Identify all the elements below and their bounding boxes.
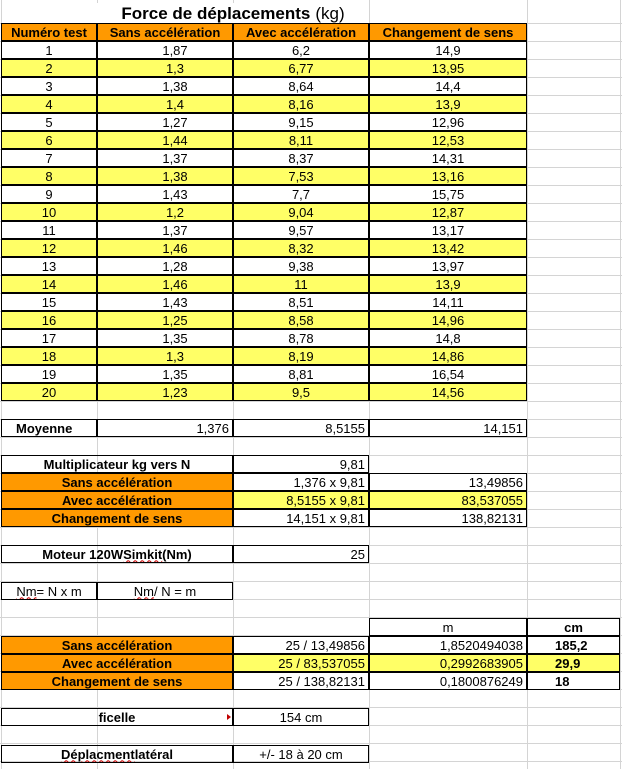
gridline [0,743,622,744]
table-cell[interactable]: 14,8 [369,329,527,347]
table-cell[interactable]: 14,86 [369,347,527,365]
table-cell[interactable]: 12 [1,239,97,257]
table-cell[interactable]: 14 [1,275,97,293]
result-formula[interactable]: 25 / 138,82131 [233,672,369,690]
table-cell[interactable]: 6,2 [233,41,369,59]
formula-m-b: / N = m [153,583,197,599]
ficelle-label[interactable]: ficelle [1,708,233,726]
table-cell[interactable]: 12,96 [369,113,527,131]
table-cell[interactable]: 8,32 [233,239,369,257]
table-cell[interactable]: 13,17 [369,221,527,239]
result-cm[interactable]: 18 [527,672,620,690]
table-cell[interactable]: 9,38 [233,257,369,275]
table-cell[interactable]: 1,3 [97,347,233,365]
table-cell[interactable]: 8,19 [233,347,369,365]
table-cell[interactable]: 9,5 [233,383,369,401]
moyenne-sans[interactable]: 1,376 [97,419,233,437]
formula-m[interactable] [97,582,233,600]
deplacement-label-b: latéral [134,746,173,762]
moteur-label-b: Simkit [123,546,163,562]
table-cell[interactable]: 7,53 [233,167,369,185]
table-cell[interactable]: 13,9 [369,275,527,293]
column-header[interactable]: Avec accélération [233,23,369,41]
table-cell[interactable]: 1,23 [97,383,233,401]
table-cell[interactable]: 1,46 [97,275,233,293]
table-cell[interactable]: 8,58 [233,311,369,329]
column-header[interactable]: Changement de sens [369,23,527,41]
table-cell[interactable]: 1,3 [97,59,233,77]
table-cell[interactable]: 15,75 [369,185,527,203]
column-header[interactable]: Numéro test [1,23,97,41]
table-cell[interactable]: 1,2 [97,203,233,221]
table-cell[interactable]: 8,11 [233,131,369,149]
result-cm[interactable]: 185,2 [527,636,620,654]
table-cell[interactable]: 14,11 [369,293,527,311]
table-cell[interactable]: 1,46 [97,239,233,257]
table-cell[interactable]: 12,87 [369,203,527,221]
formula-nm[interactable] [1,582,97,600]
conversion-formula[interactable]: 8,5155 x 9,81 [233,491,369,509]
table-cell[interactable]: 9,04 [233,203,369,221]
table-cell[interactable]: 12,53 [369,131,527,149]
result-cm[interactable]: 29,9 [527,654,620,672]
table-cell[interactable]: 13,16 [369,167,527,185]
conversion-result[interactable]: 138,82131 [369,509,527,527]
result-label[interactable]: Changement de sens [1,672,233,690]
table-cell[interactable]: 7,7 [233,185,369,203]
column-header[interactable]: Sans accélération [97,23,233,41]
conversion-label[interactable]: Avec accélération [1,491,233,509]
moyenne-changement[interactable]: 14,151 [369,419,527,437]
table-cell[interactable]: 1,28 [97,257,233,275]
table-cell[interactable]: 14,96 [369,311,527,329]
table-cell[interactable]: 1,38 [97,167,233,185]
results-header-m[interactable]: m [369,618,527,636]
result-formula[interactable]: 25 / 13,49856 [233,636,369,654]
conversion-formula[interactable]: 1,376 x 9,81 [233,473,369,491]
comment-indicator-icon[interactable] [227,714,231,720]
table-cell[interactable]: 8 [1,167,97,185]
table-cell[interactable]: 1,43 [97,293,233,311]
table-cell[interactable]: 1,35 [97,329,233,347]
table-cell[interactable]: 8,64 [233,77,369,95]
table-cell[interactable]: 9 [1,185,97,203]
result-m[interactable]: 0,1800876249 [369,672,527,690]
table-cell[interactable]: 11 [1,221,97,239]
table-cell[interactable]: 1,27 [97,113,233,131]
table-cell[interactable]: 5 [1,113,97,131]
table-cell[interactable]: 13 [1,257,97,275]
table-cell[interactable]: 1,4 [97,95,233,113]
gridline [0,527,622,528]
table-cell[interactable]: 1,43 [97,185,233,203]
sheet-title [97,3,369,23]
table-cell[interactable]: 17 [1,329,97,347]
deplacement-value[interactable]: +/- 18 à 20 cm [233,745,369,763]
table-cell[interactable]: 10 [1,203,97,221]
formula-m-a: Nm [133,583,154,599]
table-cell[interactable]: 1,87 [97,41,233,59]
result-m[interactable]: 0,2992683905 [369,654,527,672]
table-cell[interactable]: 1,44 [97,131,233,149]
table-cell[interactable]: 14,56 [369,383,527,401]
table-cell[interactable]: 8,16 [233,95,369,113]
table-cell[interactable]: 14,4 [369,77,527,95]
formula-nm-b: = N x m [36,583,82,599]
conversion-result[interactable]: 83,537055 [369,491,527,509]
result-formula[interactable]: 25 / 83,537055 [233,654,369,672]
deplacement-label-a: Déplacment [60,746,135,762]
table-cell[interactable]: 7 [1,149,97,167]
gridline [0,563,622,564]
table-cell[interactable]: 13,42 [369,239,527,257]
table-cell[interactable]: 13,9 [369,95,527,113]
table-cell[interactable]: 1,35 [97,365,233,383]
multiplicateur-label[interactable]: Multiplicateur kg vers N [1,455,233,473]
table-cell[interactable]: 2 [1,59,97,77]
title-unit: (kg) [315,3,345,23]
table-cell[interactable]: 11 [233,275,369,293]
table-cell[interactable]: 8,37 [233,149,369,167]
deplacement-label[interactable] [1,745,233,763]
table-cell[interactable]: 16,54 [369,365,527,383]
table-cell[interactable]: 6,77 [233,59,369,77]
table-cell[interactable]: 6 [1,131,97,149]
table-cell[interactable]: 1,25 [97,311,233,329]
title-main: Force de déplacements [121,3,311,23]
table-cell[interactable]: 3 [1,77,97,95]
table-cell[interactable]: 15 [1,293,97,311]
multiplicateur-value[interactable]: 9,81 [233,455,369,473]
table-cell[interactable]: 14,9 [369,41,527,59]
table-cell[interactable]: 1,38 [97,77,233,95]
table-cell[interactable]: 14,31 [369,149,527,167]
result-m[interactable]: 1,8520494038 [369,636,527,654]
table-cell[interactable]: 4 [1,95,97,113]
results-header-cm[interactable]: cm [527,618,620,636]
table-cell[interactable]: 1,37 [97,221,233,239]
ficelle-value[interactable]: 154 cm [233,708,369,726]
conversion-label[interactable]: Changement de sens [1,509,233,527]
table-cell[interactable]: 9,57 [233,221,369,239]
gridline [0,401,622,402]
table-cell[interactable]: 9,15 [233,113,369,131]
result-label[interactable]: Avec accélération [1,654,233,672]
table-cell[interactable]: 8,51 [233,293,369,311]
table-cell[interactable]: 18 [1,347,97,365]
gridline [0,437,622,438]
table-cell[interactable]: 8,78 [233,329,369,347]
conversion-formula[interactable]: 14,151 x 9,81 [233,509,369,527]
table-cell[interactable]: 1 [1,41,97,59]
table-cell[interactable]: 13,95 [369,59,527,77]
table-cell[interactable]: 19 [1,365,97,383]
result-label[interactable]: Sans accélération [1,636,233,654]
conversion-label[interactable]: Sans accélération [1,473,233,491]
moteur-label-a: Moteur 120W [42,546,124,562]
moteur-value[interactable]: 25 [233,545,369,563]
moteur-label-c: (Nm) [162,546,192,562]
moyenne-avec[interactable]: 8,5155 [233,419,369,437]
table-cell[interactable]: 1,37 [97,149,233,167]
table-cell[interactable]: 20 [1,383,97,401]
conversion-result[interactable]: 13,49856 [369,473,527,491]
table-cell[interactable]: 16 [1,311,97,329]
moteur-label[interactable] [1,545,233,563]
formula-nm-a: Nm [16,583,37,599]
table-cell[interactable]: 8,81 [233,365,369,383]
table-cell[interactable]: 13,97 [369,257,527,275]
moyenne-label[interactable]: Moyenne [1,419,97,437]
